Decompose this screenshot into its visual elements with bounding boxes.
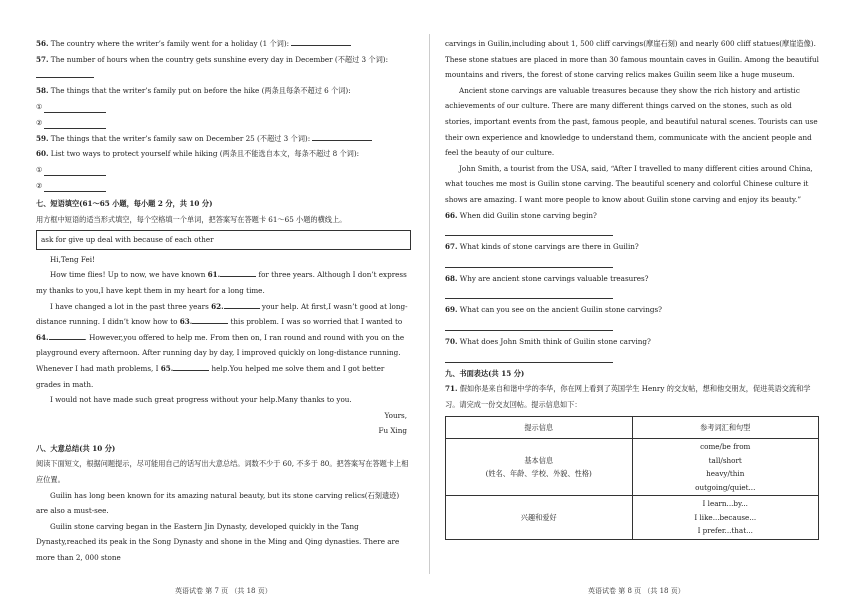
letter-closing: Yours, xyxy=(384,410,407,420)
section-7-title: 七、短语填空(61～65 小题，每小题 2 分，共 10 分) xyxy=(36,198,213,208)
reading-paragraph-2: Guilin stone carving began in the Eastern Jin Dynasty, developed quickly in the Tang Dynasty,reached its peak in the Song Dynasty and shone in the Ming and Qing dynasties. There are more than 2, 000 stone xyxy=(36,521,400,563)
question-67: 67. What kinds of stone carvings are there in Guilin? xyxy=(445,242,639,252)
answer-line-58-2[interactable] xyxy=(44,118,106,129)
answer-line-60-1[interactable] xyxy=(44,165,106,176)
answer-blank-56[interactable] xyxy=(291,37,351,46)
answer-blank-63[interactable] xyxy=(192,315,228,324)
question-56: 56. The country where the writer’s family went for a holiday (1 个词): xyxy=(36,36,411,52)
answer-line-58-1[interactable] xyxy=(44,102,106,113)
table-cell-reference: I learn...by... I like...because... I prefer...that... xyxy=(632,496,819,540)
reading-paragraph-1: Guilin has long been known for its amazing natural beauty, but its stone carving relics(石刻遗迹) are also a must-see. xyxy=(36,490,400,516)
answer-blank-64[interactable] xyxy=(49,331,85,340)
answer-line-57[interactable] xyxy=(36,67,94,78)
reading-paragraph-3: Ancient stone carvings are valuable treasures because they show the rich history and artistic achievements of our culture. There are many different things carved on the stones, such as old stories, important events from the past, famous people, and beautiful natural scenes. Tourists can use their own experience and knowledge to understand them, communicate with the ancient people and feel the beauty of our culture. xyxy=(445,85,818,158)
table-cell-basic-info: 基本信息 (姓名、年龄、学校、外貌、性格) xyxy=(446,439,633,496)
answer-line-68[interactable] xyxy=(445,286,613,299)
answer-line-69[interactable] xyxy=(445,318,613,331)
question-71: 71. 假如你是来自和谐中学的李华，你在网上看到了英国学生 Henry 的交友帖，想和他交朋友，促进英语交流和学习。请完成一份交友回帖。提示信息如下： xyxy=(445,384,811,409)
section-9-title: 九、书面表达(共 15 分) xyxy=(445,368,525,378)
question-60: 60. List two ways to protect yourself while hiking (两条且不能选自本文，每条不超过 8 个词): xyxy=(36,149,360,159)
question-58: 58. The things that the writer’s family put on before the hike (两条且每条不超过 6 个词): xyxy=(36,86,351,96)
section-8-title: 八、大意总结(共 10 分) xyxy=(36,443,116,453)
table-header-cell: 提示信息 xyxy=(446,417,633,439)
answer-58-1: ① xyxy=(36,99,411,115)
question-70: 70. What does John Smith think of Guilin stone carving? xyxy=(445,336,651,346)
table-row xyxy=(446,496,819,540)
answer-60-2: ② xyxy=(36,178,411,194)
section-8-instructions: 阅读下面短文，根据问题提示，尽可能用自己的话写出大意总结。词数不少于 60, 不多于 80。把答案写在答题卡上相应位置。 xyxy=(36,459,409,485)
answer-line-67[interactable] xyxy=(445,255,613,268)
answer-line-60-2[interactable] xyxy=(44,181,106,192)
table-header-cell: 参考词汇和句型 xyxy=(632,417,819,439)
letter-paragraph-3: I would not have made such great progress without your help.Many thanks to you. xyxy=(50,395,352,405)
word-box: ask for give up deal with because of each other xyxy=(36,230,411,250)
answer-blank-65[interactable] xyxy=(173,362,209,371)
letter-signature: Fu Xing xyxy=(378,426,407,436)
question-59: 59. The things that the writer’s family saw on December 25 (不超过 3 个词): xyxy=(36,131,411,147)
table-row xyxy=(446,439,819,496)
letter-greeting: Hi,Teng Fei! xyxy=(50,254,95,264)
answer-blank-59[interactable] xyxy=(312,132,372,141)
answer-blank-61[interactable] xyxy=(220,268,256,277)
letter-paragraph-2: I have changed a lot in the past three years 62. your help. At first,I wasn’t good at long-distance running. I didn’t know how to 63. this problem. I was so worried that I wanted to 64. . However,you offered to help me. From then on, I ran round and round with you on the playground every afternoon. After running day by day, I improved quickly on long-distance running. Whenever I had math problems, I 65. help.You helped me solve them and I got better grades in math. xyxy=(36,301,408,389)
right-column xyxy=(445,36,820,540)
section-7-instructions: 用方框中短语的适当形式填空，每个空格填一个单词，把答案写在答题卡 61～65 小题的横线上。 xyxy=(36,214,347,224)
page-footer-right: 英语试卷 第 8 页 （共 18 页） xyxy=(588,587,685,595)
table-header-row xyxy=(446,417,819,439)
letter-paragraph-1: How time flies! Up to now, we have known 61. for three years. Although I don’t express my thanks to you,I have kept them in my heart for a long time. xyxy=(36,270,407,295)
reading-paragraph-4: John Smith, a tourist from the USA, said, “After I travelled to many different cities around China, what touches me most is Guilin stone carving. The beautiful scenery and colorful Chinese culture it shows are amazing. I want more people to know about Guilin stone carving and enjoy its beauty.” xyxy=(445,163,813,204)
question-66: 66. When did Guilin stone carving begin? xyxy=(445,210,597,220)
reading-paragraph-2-cont: carvings in Guilin,including about 1, 500 cliff carvings(摩崖石刻) and nearly 600 cliff statues(摩崖造像). These stone statues are placed in more than 30 famous mountain caves in Guilin. Among the beautiful mountains and rivers, the forest of stone carving relics makes Guilin seem like a huge museum. xyxy=(445,39,819,80)
answer-blank-62[interactable] xyxy=(224,300,260,309)
question-57: 57. The number of hours when the country gets sunshine every day in December (不超过 3 个词): xyxy=(36,54,388,64)
answer-line-66[interactable] xyxy=(445,223,613,236)
page-footer-left: 英语试卷 第 7 页 （共 18 页） xyxy=(175,587,272,595)
answer-60-1: ① xyxy=(36,162,411,178)
table-cell-hobbies: 兴趣和爱好 xyxy=(446,496,633,540)
table-cell-reference: come/be from tall/short heavy/thin outgoing/quiet... xyxy=(632,439,819,496)
question-69: 69. What can you see on the ancient Guilin stone carvings? xyxy=(445,305,663,315)
page-divider xyxy=(429,34,430,574)
question-68: 68. Why are ancient stone carvings valuable treasures? xyxy=(445,273,649,283)
answer-line-70[interactable] xyxy=(445,350,613,363)
answer-58-2: ② xyxy=(36,115,411,131)
prompt-table xyxy=(445,416,819,540)
left-column xyxy=(36,36,411,566)
